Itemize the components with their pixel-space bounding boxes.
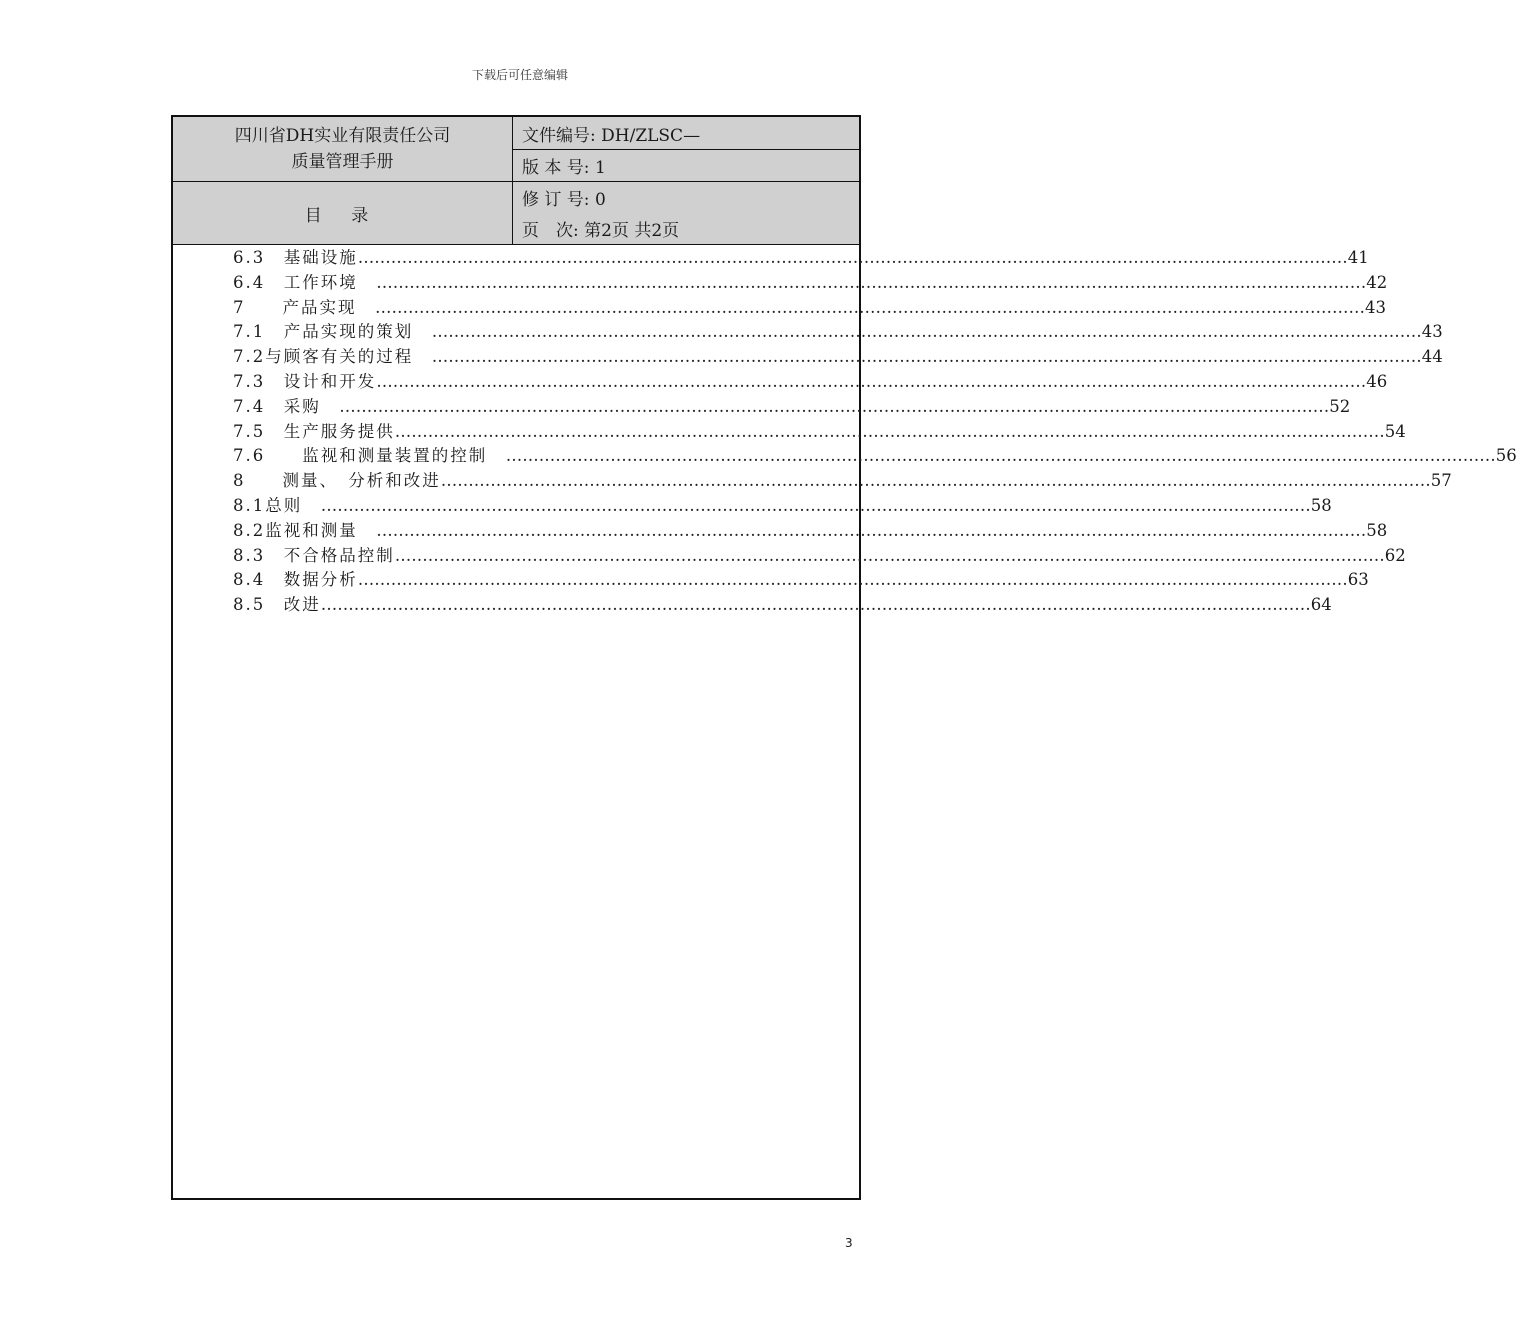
toc-entry-number: 7.5 [233,421,266,441]
toc-entry-page: 58 [1366,520,1388,540]
toc-entry-label: 采购 [283,396,340,416]
toc-entry [233,469,1452,494]
toc-entry-page: 44 [1421,347,1443,367]
toc-entry-label: 监视和测量 [265,520,377,540]
toc-entry-leader: ……………………………………………………………………………………………………………………………………………………………… [376,520,1367,540]
toc-entry-spacer [246,296,283,321]
toc-entry-spacer [265,246,284,271]
toc-entry [233,568,1369,593]
toc-entry-leader: ……………………………………………………………………………………………………………………………………………………………… [431,347,1422,367]
toc-entry-label: 产品实现 [282,297,375,317]
toc-entry-label: 与顾客有关的过程 [265,347,432,367]
toc-entry-number: 7.2 [233,347,266,367]
toc-entry-label: 改进 [283,595,321,615]
toc-entry-page: 41 [1347,248,1369,267]
revision-number: 修 订 号: 0 [513,182,859,214]
version-number: 版 本 号: 1 [513,150,859,182]
toc-entry-number: 8.1 [233,495,266,515]
toc-entry-page: 56 [1495,446,1517,466]
toc-entry-page: 64 [1310,595,1332,615]
toc-entry-spacer [265,544,284,569]
toc-entry [233,593,1332,618]
toc-entry-spacer [265,320,284,345]
toc-entry-leader: ……………………………………………………………………………………………………………………………………………………………… [431,322,1422,342]
toc-entry-label: 工作环境 [283,272,377,292]
toc-entry [233,320,1443,345]
toc-entry-number: 8.4 [233,570,266,590]
toc-entry-label: 不合格品控制 [283,545,395,565]
toc-entry-leader: ……………………………………………………………………………………………………………………………………………………………… [357,570,1348,590]
toc-entry-page: 54 [1384,421,1406,441]
toc-entry-label: 测量、 分析和改进 [282,471,441,491]
toc-entry [233,370,1388,395]
toc-entry-leader: ……………………………………………………………………………………………………………………………………………………………… [394,421,1385,441]
toc-entry-page: 58 [1310,495,1332,515]
toc-entry-label: 监视和测量装置的控制 [302,446,506,466]
toc-entry-page: 42 [1366,272,1388,292]
toc-entry-spacer [246,469,283,494]
toc-entry-leader: ……………………………………………………………………………………………………………………………………………………………… [505,446,1496,466]
toc-entry-leader: ……………………………………………………………………………………………………………………………………………………………… [357,248,1348,267]
toc-entry [233,395,1351,420]
toc-entry-page: 62 [1384,545,1406,565]
toc-entry-leader: ……………………………………………………………………………………………………………………………………………………………… [320,495,1311,515]
toc-entry-spacer [265,395,284,420]
toc-entry-spacer [265,593,284,618]
toc-entry [233,345,1443,370]
toc-entry-number: 7.3 [233,371,266,391]
toc-entry-number: 8 [233,471,246,491]
toc-entry-spacer [265,370,284,395]
toc-entry-page: 63 [1347,570,1369,590]
toc-entry-label: 生产服务提供 [283,421,395,441]
toc-entry-page: 43 [1365,297,1386,317]
toc-entry-number: 7.4 [233,396,266,416]
toc-entry-leader: ……………………………………………………………………………………………………………………………………………………………… [320,595,1311,615]
toc-entry-page: 57 [1430,471,1452,491]
toc-entry-spacer [265,271,284,296]
toc-title: 目 录 [173,182,513,245]
toc-entry [233,519,1388,544]
toc-entry-leader: ……………………………………………………………………………………………………………………………………………………………… [375,297,1365,317]
toc-entry-number: 8.2 [233,520,266,540]
toc-entry-number: 7.6 [233,446,266,466]
company-cell [173,117,513,182]
toc-entry-spacer [265,444,302,469]
toc-entry-label: 产品实现的策划 [283,322,432,342]
toc-entry-label: 数据分析 [283,570,358,590]
toc-entry [233,420,1406,445]
toc-entry [233,444,1517,469]
toc-entry-page: 52 [1329,396,1351,416]
doc-number: 文件编号: DH/ZLSC— [513,117,859,150]
page-number: 3 [845,1236,853,1250]
watermark-text: 下载后可任意编辑 [471,68,568,82]
toc-entry-leader: ……………………………………………………………………………………………………………………………………………………………… [376,272,1367,292]
toc-entry-spacer [265,420,284,445]
header-table [173,117,859,245]
toc-entry-number: 7 [233,297,246,317]
toc-entry [233,296,1386,321]
page-info: 页 次: 第2页 共2页 [513,213,859,245]
table-of-contents [233,246,1517,618]
toc-entry-spacer [265,568,284,593]
toc-entry-label: 设计和开发 [283,371,377,391]
toc-entry-label: 基础设施 [283,248,358,267]
toc-entry-number: 6.4 [233,272,266,292]
toc-entry [233,271,1388,296]
toc-entry-leader: ……………………………………………………………………………………………………………………………………………………………… [440,471,1431,491]
toc-entry-page: 46 [1366,371,1388,391]
toc-entry-number: 8.3 [233,545,266,565]
toc-entry-leader: ……………………………………………………………………………………………………………………………………………………………… [339,396,1330,416]
manual-title: 质量管理手册 [291,152,394,172]
company-name: 四川省DH实业有限责任公司 [234,126,451,146]
toc-entry-label: 总则 [265,495,321,515]
toc-entry-number: 7.1 [233,322,266,342]
toc-entry-number: 6.3 [233,248,266,267]
toc-entry-leader: ……………………………………………………………………………………………………………………………………………………………… [376,371,1367,391]
toc-entry-page: 43 [1421,322,1443,342]
document-frame [171,115,1517,1200]
toc-entry [233,544,1406,569]
toc-entry-leader: ……………………………………………………………………………………………………………………………………………………………… [394,545,1385,565]
toc-entry-number: 8.5 [233,595,266,615]
toc-entry [233,494,1332,519]
toc-entry [233,246,1369,271]
